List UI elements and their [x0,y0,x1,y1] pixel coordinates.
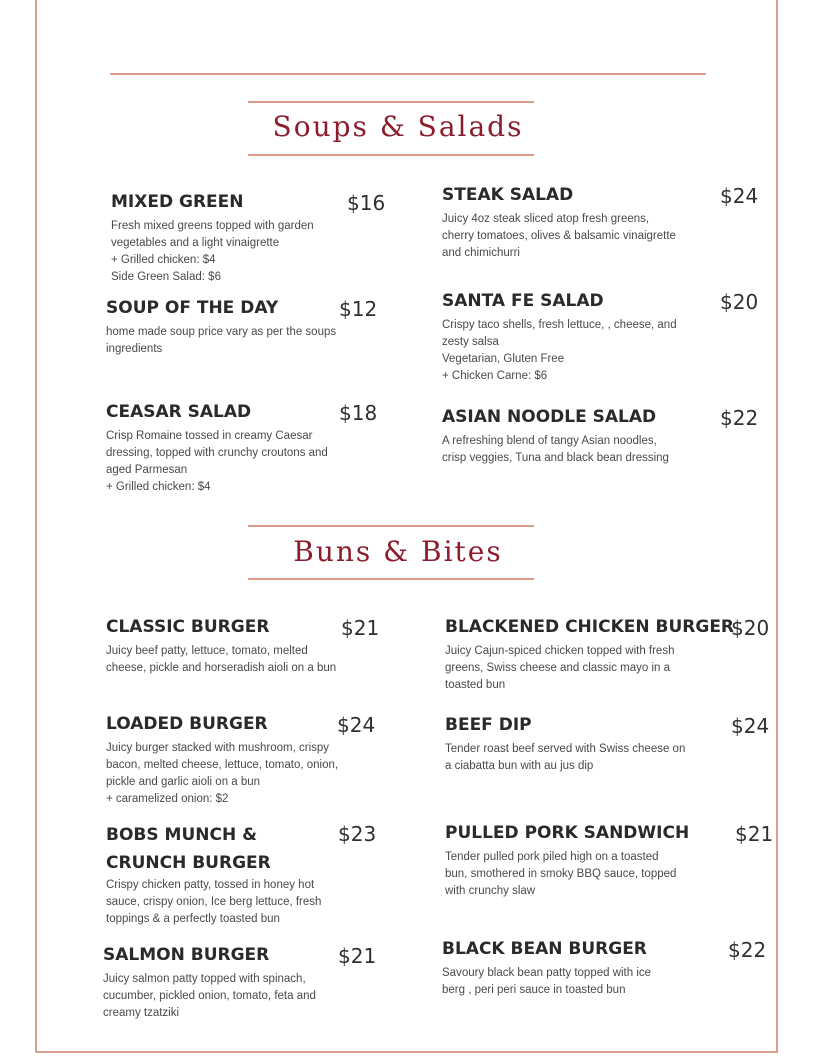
menu-item-price: $18 [339,401,378,425]
section-rule-top [248,101,534,103]
menu-item-name: SOUP OF THE DAY [106,298,279,318]
menu-item-description: Juicy 4oz steak sliced atop fresh greens, cherry tomatoes, olives & balsamic vinaigrette and chimichurri [442,213,676,259]
menu-item-name: CLASSIC BURGER [106,617,270,637]
menu-item-name: STEAK SALAD [442,185,574,205]
menu-item-name: SANTA FE SALAD [442,291,604,311]
menu-item-price: $22 [728,938,767,962]
menu-item-name: SALMON BURGER [103,945,270,965]
menu-item-description: Crisp Romaine tossed in creamy Caesar dressing, topped with crunchy croutons and aged Parmesan + Grilled chicken: $4 [106,430,328,493]
menu-item-price: $24 [337,713,376,737]
menu-item-price: $20 [720,290,759,314]
menu-item-price: $21 [735,822,774,846]
menu-item-price: $22 [720,406,759,430]
menu-item-price: $21 [341,616,380,640]
menu-item-description: Crispy chicken patty, tossed in honey hot sauce, crispy onion, Ice berg lettuce, fresh toppings & a perfectly toasted bun [106,879,322,925]
menu-item-name: ASIAN NOODLE SALAD [442,407,657,427]
menu-item-price: $20 [731,616,770,640]
menu-item-description: home made soup price vary as per the soups ingredients [106,326,337,355]
top-divider [110,73,706,75]
menu-item-name: BOBS MUNCH & CRUNCH BURGER [106,825,271,873]
menu-item-description: Juicy Cajun-spiced chicken topped with fresh greens, Swiss cheese and classic mayo in a toasted bun [445,645,675,691]
section-rule-top [248,525,534,527]
menu-item-name: LOADED BURGER [106,714,268,734]
menu-item-description: Tender pulled pork piled high on a toasted bun, smothered in smoky BBQ sauce, topped with crunchy slaw [445,851,677,897]
menu-item-price: $16 [347,191,386,215]
menu-item-price: $23 [338,822,377,846]
section-title: Buns & Bites [293,535,503,568]
menu-item-price: $24 [731,714,770,738]
menu-item-name: BLACKENED CHICKEN BURGER [445,617,735,637]
menu-item-name: BEEF DIP [445,715,532,735]
menu-item-name: BLACK BEAN BURGER [442,939,647,959]
menu-item-price: $24 [720,184,759,208]
section-rule-bottom [248,154,534,156]
menu-item-name: MIXED GREEN [111,192,244,212]
menu-item-description: Juicy salmon patty topped with spinach, cucumber, pickled onion, tomato, feta and creamy tzatziki [103,973,316,1019]
section-title: Soups & Salads [272,110,524,143]
menu-item-description: Tender roast beef served with Swiss cheese on a ciabatta bun with au jus dip [445,743,686,772]
menu-item-description: Crispy taco shells, fresh lettuce, , cheese, and zesty salsa Vegetarian, Gluten Free + Chicken Carne: $6 [442,319,677,382]
menu-item-price: $12 [339,297,378,321]
menu-item-price: $21 [338,944,377,968]
menu-item-description: Juicy burger stacked with mushroom, crispy bacon, melted cheese, lettuce, tomato, onion, pickle and garlic aioli on a bun + caramelized onion: $2 [106,742,339,805]
menu-item-name: PULLED PORK SANDWICH [445,823,690,843]
menu-item-description: Juicy beef patty, lettuce, tomato, melted cheese, pickle and horseradish aioli on a bun [106,645,337,674]
menu-item-description: Fresh mixed greens topped with garden vegetables and a light vinaigrette + Grilled chicken: $4 Side Green Salad: $6 [111,220,314,283]
menu-item-description: A refreshing blend of tangy Asian noodles, crisp veggies, Tuna and black bean dressing [442,435,669,464]
section-rule-bottom [248,578,534,580]
menu-item-description: Savoury black bean patty topped with ice berg , peri peri sauce in toasted bun [442,967,652,996]
menu-item-name: CEASAR SALAD [106,402,252,422]
